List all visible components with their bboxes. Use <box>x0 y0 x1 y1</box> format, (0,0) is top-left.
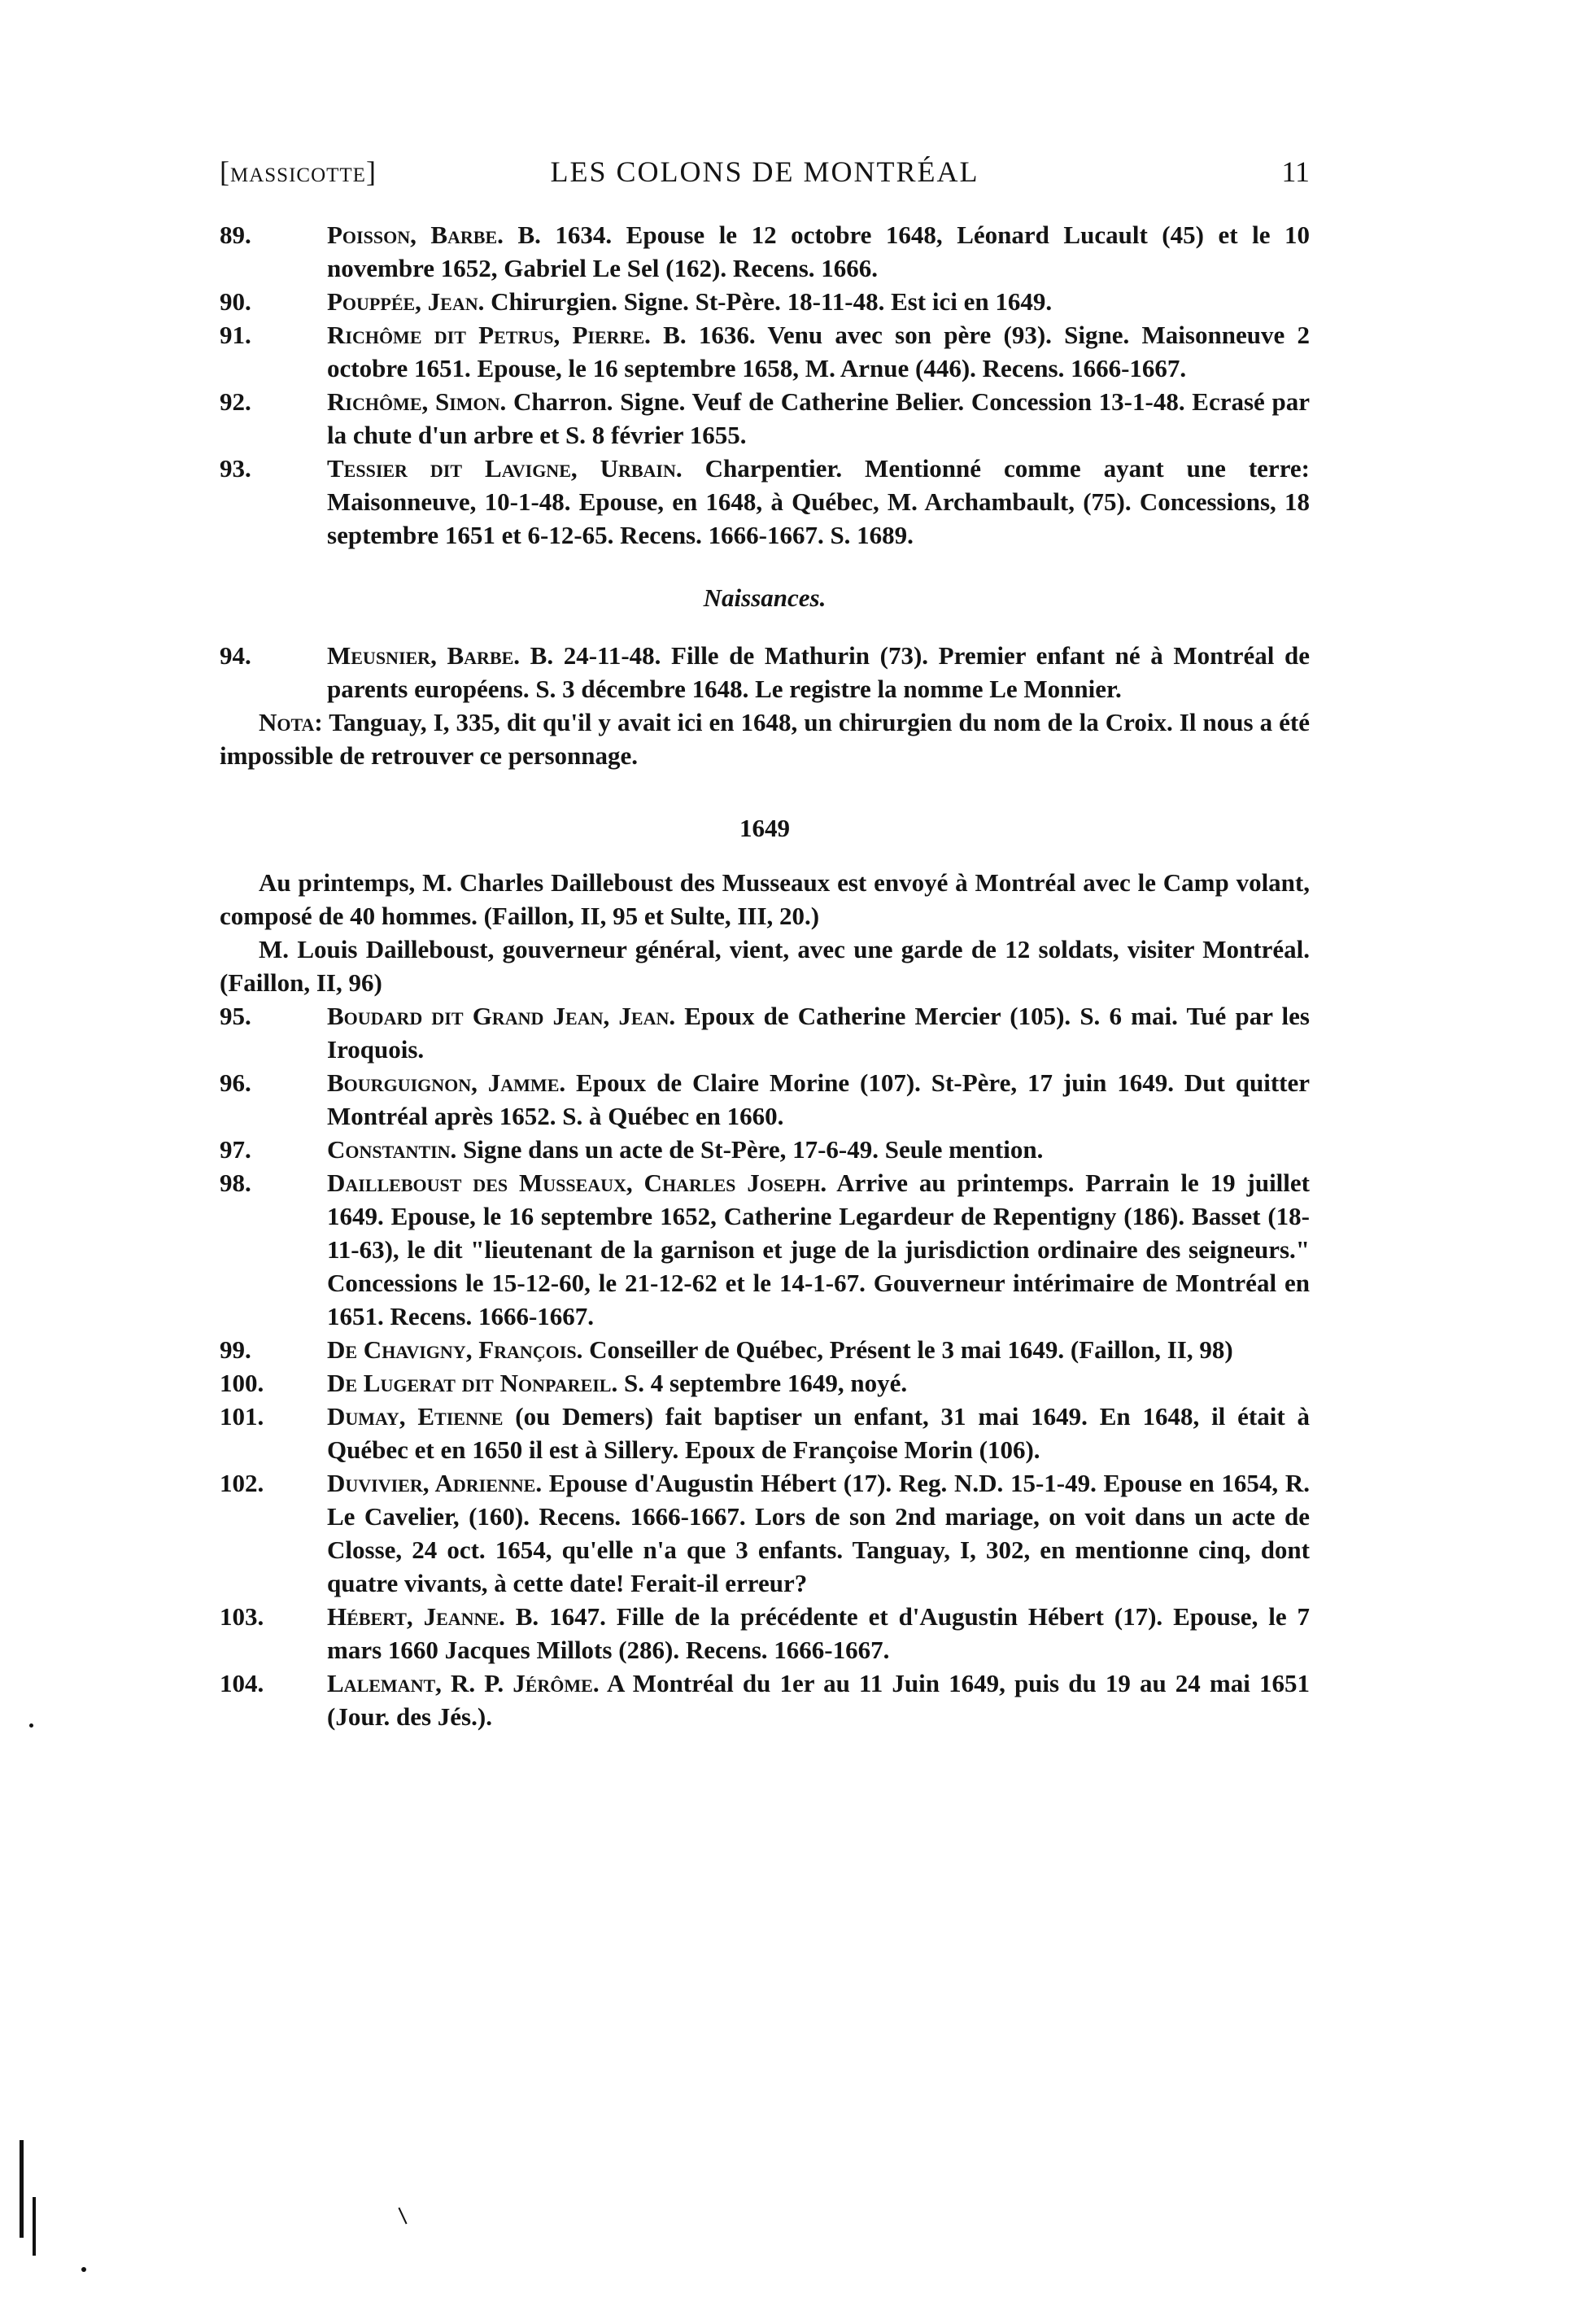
entry-text: B. 1636. Venu avec son père (93). Signe. Maisonneuve 2 octobre 1651. Epouse, le 16 septembre 1658, M. Arnue (446). Recens. 1666-1667. <box>327 321 1310 382</box>
scan-artifact-mark <box>29 1723 33 1728</box>
entry-text: S. 4 septembre 1649, noyé. <box>617 1369 908 1397</box>
page-number: 11 <box>1281 155 1310 188</box>
entry-number: 104. <box>220 1669 264 1697</box>
entry-100 <box>220 1366 1310 1400</box>
entry-text: Arrive au printemps. Parrain le 19 juillet 1649. Epouse, le 16 septembre 1652, Catherine Legardeur de Repentigny (186). Basset (18-11-63), le dit "lieutenant de la garnison et juge de la jurisdiction ordinaire des seigneurs." Concessions le 15-12-60, le 21-12-62 et le 14-1-67. Gouverneur intérimaire de Montréal en 1651. Recens. 1666-1667. <box>327 1169 1310 1330</box>
entry-94 <box>220 639 1310 706</box>
entry-name: Duvivier, Adrienne. <box>327 1469 543 1497</box>
entry-101 <box>220 1400 1310 1466</box>
entry-92 <box>220 385 1310 452</box>
entry-text: Signe dans un acte de St-Père, 17-6-49. Seule mention. <box>456 1135 1044 1164</box>
entry-list-b <box>220 999 1310 1733</box>
entry-name: De Lugerat dit Nonpareil. <box>327 1369 618 1397</box>
entry-103 <box>220 1600 1310 1667</box>
paragraph-governor: M. Louis Dailleboust, gouverneur général, vient, avec une garde de 12 soldats, visiter Montréal. (Faillon, II, 96) <box>220 935 1310 997</box>
entry-number: 89. <box>220 221 251 249</box>
entry-name: Richôme dit Petrus, Pierre. <box>327 321 651 349</box>
entry-97 <box>220 1133 1310 1166</box>
naissances-heading: Naissances. <box>703 583 827 612</box>
entry-90 <box>220 285 1310 318</box>
entry-name: Constantin. <box>327 1135 457 1164</box>
entry-text: Conseiller de Québec, Présent le 3 mai 1649. (Faillon, II, 98) <box>582 1335 1233 1364</box>
entry-number: 100. <box>220 1369 264 1397</box>
entry-number: 96. <box>220 1068 251 1097</box>
author-label: [massicotte] <box>220 155 377 188</box>
entry-99 <box>220 1333 1310 1366</box>
entry-number: 94. <box>220 641 251 670</box>
paragraph-spring: Au printemps, M. Charles Dailleboust des Musseaux est envoyé à Montréal avec le Camp volant, composé de 40 hommes. (Faillon, II, 95 et Sulte, III, 20.) <box>220 868 1310 930</box>
entry-number: 97. <box>220 1135 251 1164</box>
entry-number: 93. <box>220 454 251 483</box>
entry-name: Hébert, Jeanne. <box>327 1602 505 1631</box>
entry-text: Epouse d'Augustin Hébert (17). Reg. N.D. 15-1-49. Epouse en 1654, R. Le Cavelier, (160). Recens. 1666-1667. Lors de son 2nd mariage, on voit dans un acte de Closse, 24 oct. 1654, qu'elle n'a que 3 enfants. Tanguay, I, 302, en mentionne cinq, dont quatre vivants, à cette date! Ferait-il erreur? <box>327 1469 1311 1597</box>
page-header <box>220 155 1310 195</box>
entry-number: 95. <box>220 1002 251 1030</box>
nota-text: Tanguay, I, 335, dit qu'il y avait ici en 1648, un chirurgien du nom de la Croix. Il nous a été impossible de retrouver ce personnage. <box>220 708 1310 770</box>
entry-number: 91. <box>220 321 251 349</box>
scan-artifact-mark <box>33 2197 36 2256</box>
entry-text: Chirurgien. Signe. St-Père. 18-11-48. Est ici en 1649. <box>484 287 1053 316</box>
running-title: LES COLONS DE MONTRÉAL <box>550 155 979 188</box>
nota-label: Nota: <box>259 708 323 736</box>
entry-text: A Montréal du 1er au 11 Juin 1649, puis du 19 au 24 mai 1651 (Jour. des Jés.). <box>327 1669 1310 1731</box>
year-heading: 1649 <box>739 814 790 842</box>
scan-artifact-mark <box>20 2140 24 2238</box>
entry-name: Bourguignon, Jamme. <box>327 1068 566 1097</box>
entry-95 <box>220 999 1310 1066</box>
entry-98 <box>220 1166 1310 1333</box>
entry-number: 101. <box>220 1402 264 1431</box>
page-body <box>220 218 1310 1733</box>
entry-91 <box>220 318 1310 385</box>
entry-text: Charpentier. Mentionné comme ayant une terre: Maisonneuve, 10-1-48. Epouse, en 1648, à Québec, M. Archambault, (75). Concessions, 18 septembre 1651 et 6-12-65. Recens. 1666-1667. S. 1689. <box>327 454 1310 549</box>
entry-name: Dailleboust des Musseaux, Charles Joseph. <box>327 1169 827 1197</box>
entry-number: 103. <box>220 1602 264 1631</box>
entry-text: B. 24-11-48. Fille de Mathurin (73). Premier enfant né à Montréal de parents européens. S. 3 décembre 1648. Le registre la nomme Le Monnier. <box>327 641 1310 703</box>
entry-name: Poisson, Barbe. <box>327 221 504 249</box>
entry-name: Meusnier, Barbe. <box>327 641 521 670</box>
scan-artifact-mark <box>398 2208 407 2225</box>
entry-number: 102. <box>220 1469 264 1497</box>
entry-93 <box>220 452 1310 552</box>
entry-text: (ou Demers) fait baptiser un enfant, 31 mai 1649. En 1648, il était à Québec et en 1650 il est à Sillery. Epoux de Françoise Morin (106). <box>327 1402 1310 1464</box>
entry-89 <box>220 218 1310 285</box>
entry-number: 92. <box>220 387 251 416</box>
entry-name: De Chavigny, François. <box>327 1335 583 1364</box>
entry-text: Charron. Signe. Veuf de Catherine Belier. Concession 13-1-48. Ecrasé par la chute d'un arbre et S. 8 février 1655. <box>327 387 1310 449</box>
entry-number: 90. <box>220 287 251 316</box>
entry-list-a <box>220 218 1310 552</box>
entry-text: Epoux de Catherine Mercier (105). S. 6 mai. Tué par les Iroquois. <box>327 1002 1310 1064</box>
entry-name: Dumay, Etienne <box>327 1402 504 1431</box>
entry-96 <box>220 1066 1310 1133</box>
entry-name: Pouppée, Jean. <box>327 287 485 316</box>
entry-number: 98. <box>220 1169 251 1197</box>
entry-text: B. 1634. Epouse le 12 octobre 1648, Léonard Lucault (45) et le 10 novembre 1652, Gabriel Le Sel (162). Recens. 1666. <box>327 221 1310 282</box>
entry-text: Epoux de Claire Morine (107). St-Père, 17 juin 1649. Dut quitter Montréal après 1652. S. à Québec en 1660. <box>327 1068 1310 1130</box>
entry-number: 99. <box>220 1335 251 1364</box>
entry-102 <box>220 1466 1310 1600</box>
nota-paragraph <box>220 706 1310 772</box>
entry-name: Boudard dit Grand Jean, Jean. <box>327 1002 676 1030</box>
entry-text: B. 1647. Fille de la précédente et d'Augustin Hébert (17). Epouse, le 7 mars 1660 Jacques Millots (286). Recens. 1666-1667. <box>327 1602 1310 1664</box>
entry-name: Tessier dit Lavigne, Urbain. <box>327 454 683 483</box>
entry-104 <box>220 1667 1310 1733</box>
entry-name: Lalemant, R. P. Jérôme. <box>327 1669 600 1697</box>
entry-name: Richôme, Simon. <box>327 387 507 416</box>
scan-artifact-mark <box>81 2267 86 2272</box>
